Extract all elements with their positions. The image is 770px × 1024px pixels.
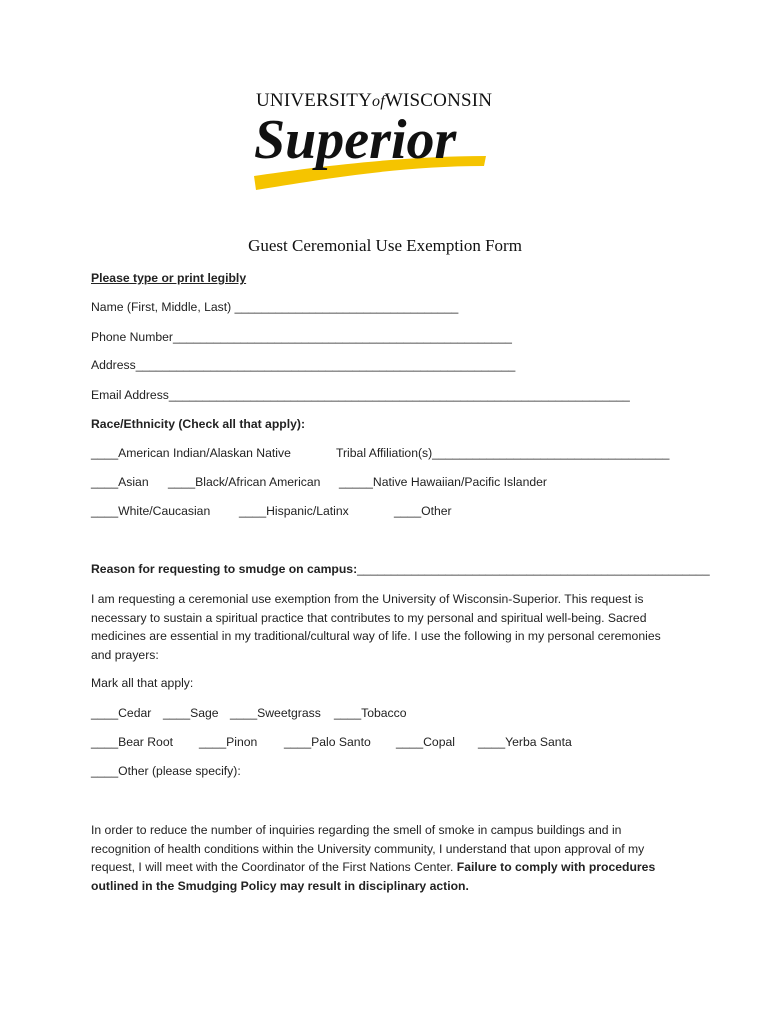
logo-wisconsin-text: WISCONSIN: [384, 90, 493, 111]
race-heading: Race/Ethnicity (Check all that apply):: [91, 417, 306, 431]
superior-script-logo: [248, 106, 498, 192]
race-other-option[interactable]: ____Other: [394, 504, 452, 518]
university-logo: [248, 88, 498, 192]
reason-label: Reason for requesting to smudge on campus:: [91, 562, 358, 576]
logo-university-text: UNIVERSITY: [256, 90, 372, 111]
mark-all-label: Mark all that apply:: [91, 676, 194, 690]
medicine-sweetgrass-option[interactable]: ____Sweetgrass: [230, 706, 321, 720]
medicine-copal-option[interactable]: ____Copal: [396, 735, 455, 749]
reason-field[interactable]: ____________________________________________________: [357, 562, 710, 576]
medicine-sage-option[interactable]: ____Sage: [163, 706, 219, 720]
name-field[interactable]: Name (First, Middle, Last) _________________________________: [91, 300, 459, 314]
race-hispanic-option[interactable]: ____Hispanic/Latinx: [239, 504, 349, 518]
email-field[interactable]: Email Address____________________________________________________________________: [91, 388, 630, 402]
race-native-hawaiian-option[interactable]: _____Native Hawaiian/Pacific Islander: [339, 475, 547, 489]
race-white-option[interactable]: ____White/Caucasian: [91, 504, 211, 518]
race-asian-option[interactable]: ____Asian: [91, 475, 149, 489]
closing-paragraph: [91, 821, 681, 895]
medicine-bear-root-option[interactable]: ____Bear Root: [91, 735, 173, 749]
logo-of-text: of: [372, 93, 385, 110]
medicine-palo-santo-option[interactable]: ____Palo Santo: [284, 735, 371, 749]
phone-field[interactable]: Phone Number__________________________________________________: [91, 330, 512, 344]
medicine-tobacco-option[interactable]: ____Tobacco: [334, 706, 407, 720]
closing-text: In order to reduce the number of inquiries regarding the smell of smoke in campus buildings and in recognition of health conditions within the University community, I understand that upon approval of my request, I will meet with the Coordinator of the First Nations Center.: [91, 823, 645, 874]
tribal-affiliation-field[interactable]: Tribal Affiliation(s)___________________________________: [336, 446, 670, 460]
closing-warning: Failure to comply with procedures outlined in the Smudging Policy may result in disciplinary action.: [91, 860, 656, 893]
medicine-pinon-option[interactable]: ____Pinon: [199, 735, 258, 749]
form-title: Guest Ceremonial Use Exemption Form: [248, 236, 522, 255]
instruction-text: Please type or print legibly: [91, 271, 247, 285]
reason-row: [91, 562, 710, 576]
medicine-other-field[interactable]: ____Other (please specify):: [91, 764, 241, 778]
medicine-yerba-santa-option[interactable]: ____Yerba Santa: [478, 735, 572, 749]
logo-superior-text: Superior: [254, 109, 457, 171]
race-american-indian-option[interactable]: ____American Indian/Alaskan Native: [91, 446, 291, 460]
statement-paragraph: I am requesting a ceremonial use exemption from the University of Wisconsin-Superior. This request is necessary to sustain a spiritual practice that contributes to my personal and spiritual well-being. Sacred medicines are essential in my traditional/cultural way of life. I use the following in my personal ceremonies and prayers:: [91, 592, 661, 662]
address-field[interactable]: Address________________________________________________________: [91, 358, 516, 372]
medicine-cedar-option[interactable]: ____Cedar: [91, 706, 152, 720]
race-black-option[interactable]: ____Black/African American: [168, 475, 321, 489]
